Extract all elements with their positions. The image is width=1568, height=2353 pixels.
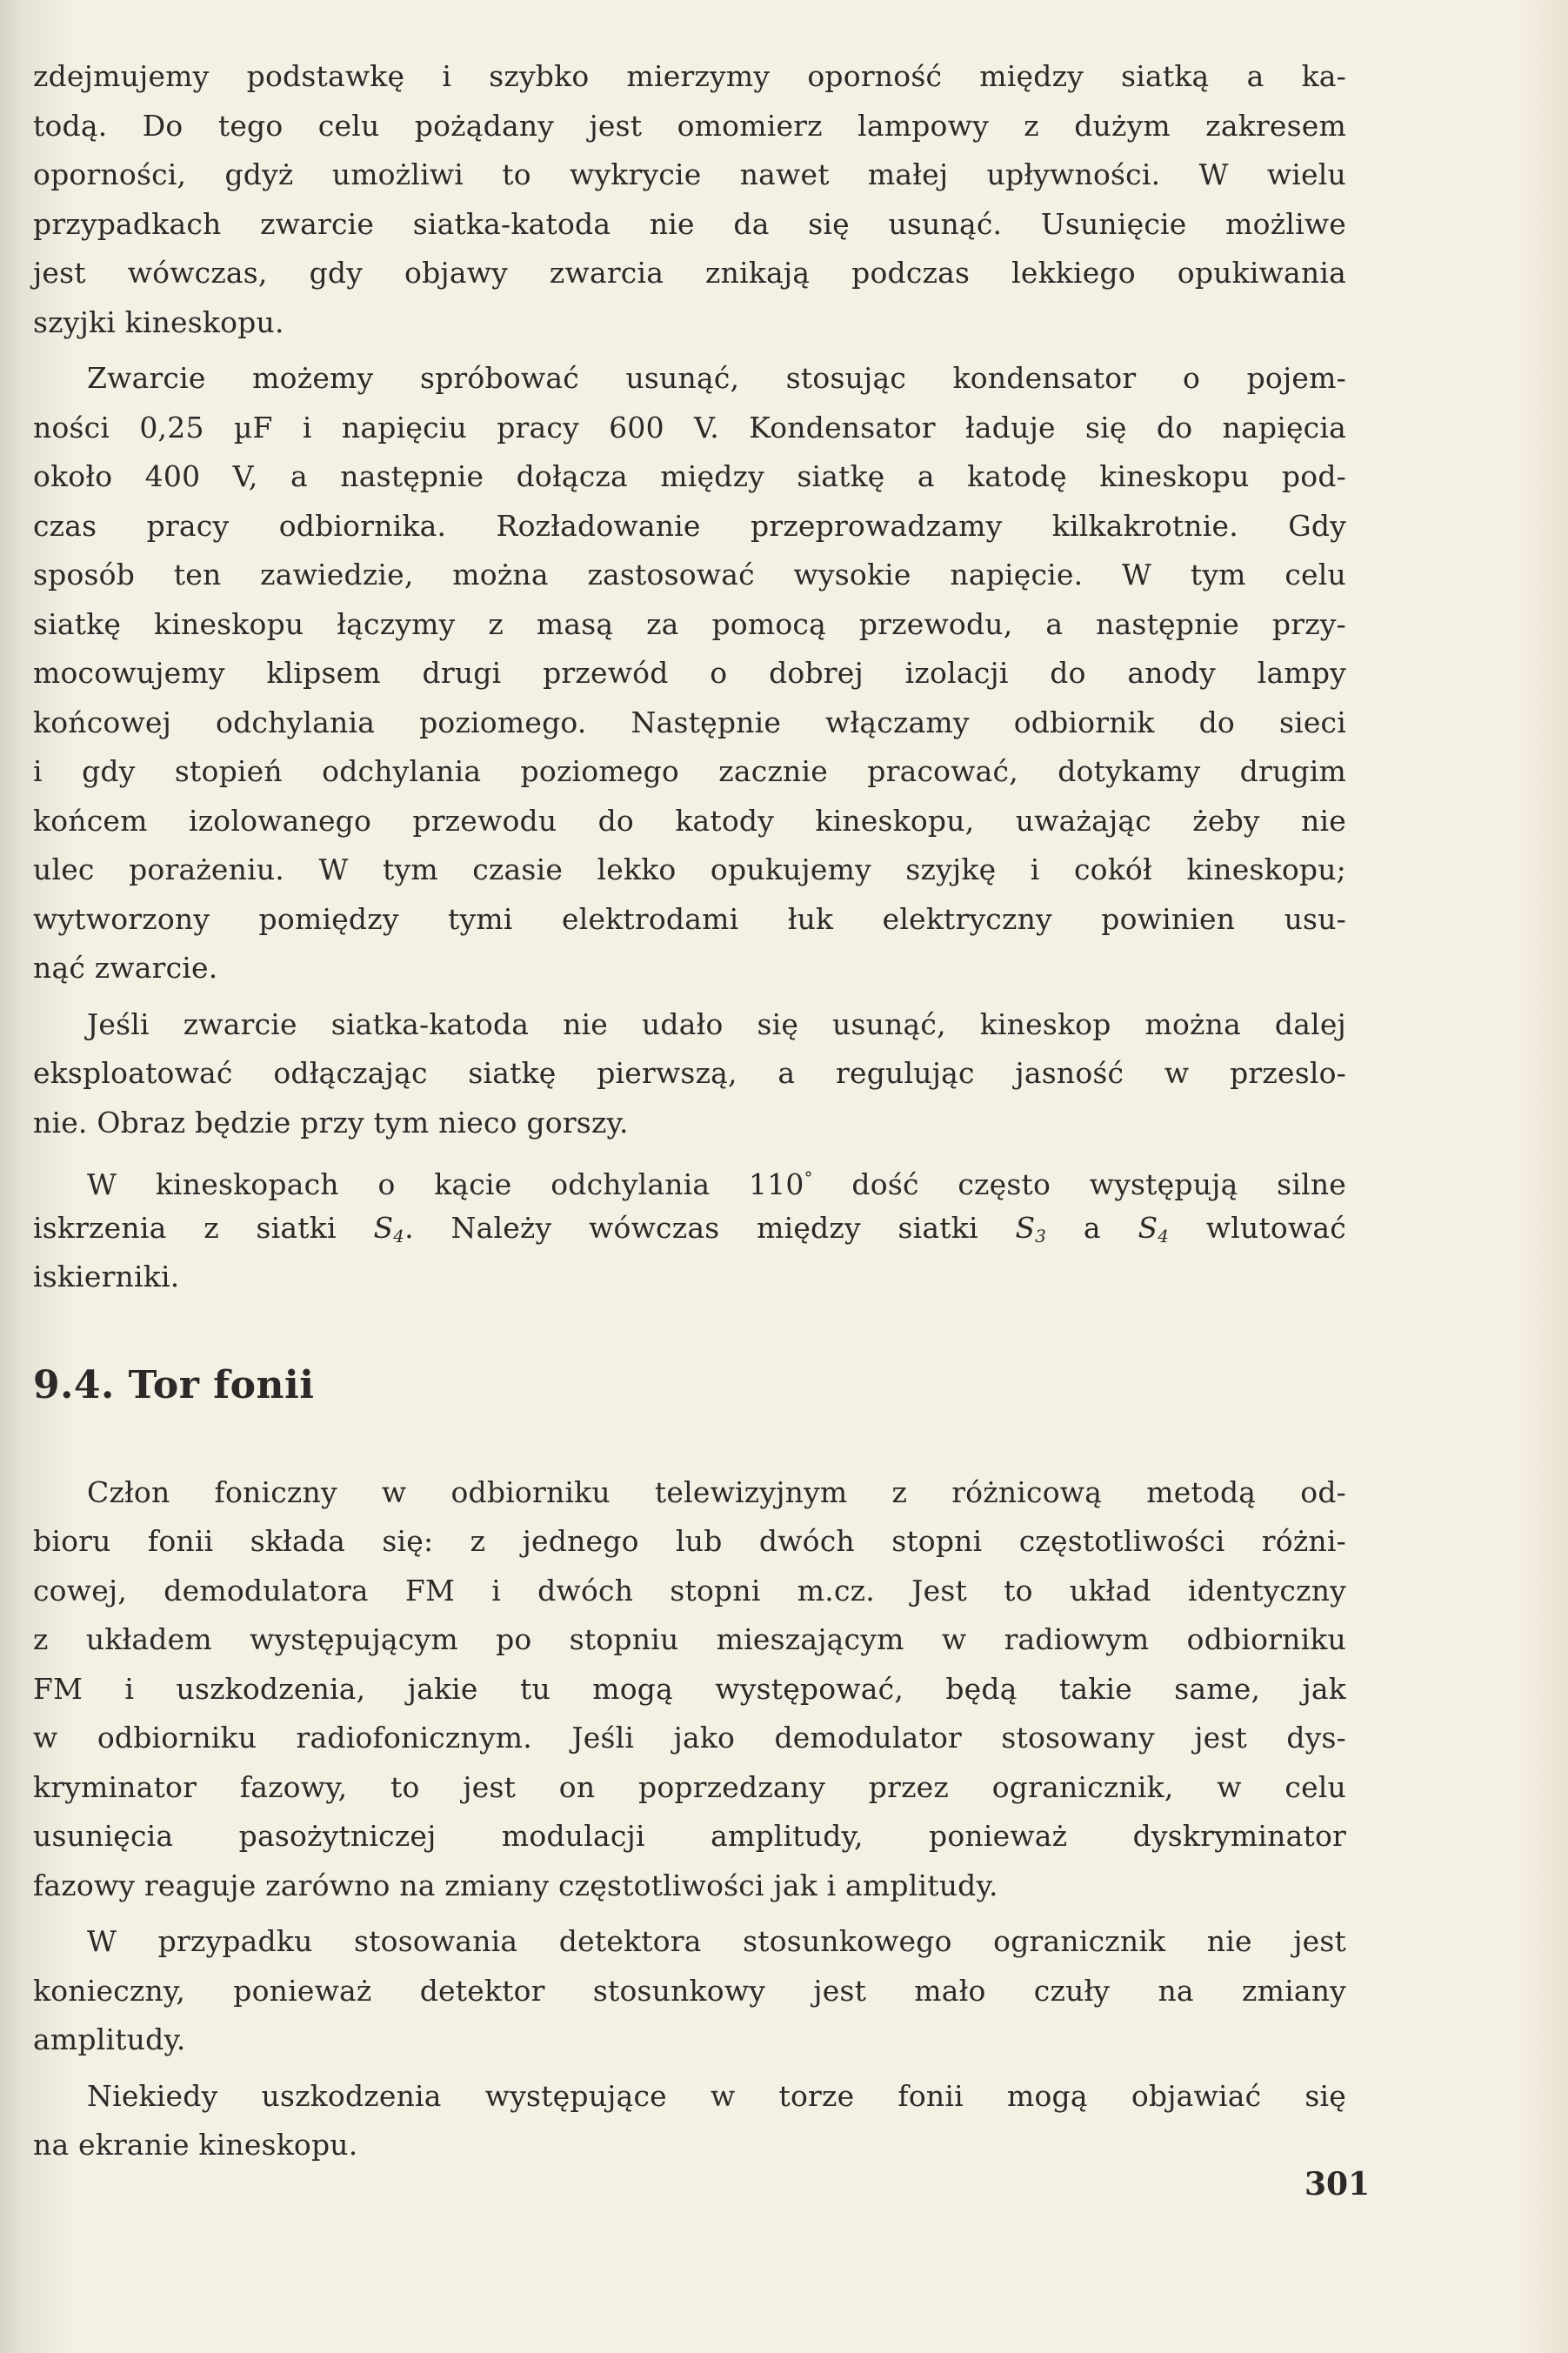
text-line: fazowy reaguje zarówno na zmiany częstotliwości jak i amplitudy.	[33, 1868, 998, 1902]
paragraph-7	[33, 2072, 1346, 2170]
paragraph-4	[33, 1154, 1346, 1302]
text-line: Zwarcie możemy spróbować usunąć, stosując kondensator o pojem-	[87, 361, 1346, 395]
text-line: iskierniki.	[33, 1260, 180, 1293]
paragraph-3	[33, 1000, 1346, 1148]
text-line: ulec porażeniu. W tym czasie lekko opukujemy szyjkę i cokół kineskopu;	[33, 852, 1346, 886]
text-line: W przypadku stosowania detektora stosunkowego ogranicznik nie jest	[87, 1924, 1346, 1958]
text-line: przypadkach zwarcie siatka-katoda nie da się usunąć. Usunięcie możliwe	[33, 206, 1346, 241]
text-run: . Należy wówczas między siatki	[404, 1210, 1016, 1245]
text-line: na ekranie kineskopu.	[33, 2128, 358, 2162]
grid-symbol-s4	[373, 1211, 404, 1245]
symbol-letter: S	[1015, 1210, 1036, 1245]
text-line: zdejmujemy podstawkę i szybko mierzymy oporność między siatką a ka-	[33, 59, 1346, 93]
text-run: a	[1046, 1210, 1138, 1245]
symbol-letter: S	[373, 1210, 394, 1245]
text-line: kryminator fazowy, to jest on poprzedzany przez ogranicznik, w celu	[33, 1769, 1346, 1804]
paragraph-1	[33, 52, 1346, 347]
text-line: z układem występującym po stopniu mieszającym w radiowym odbiorniku	[33, 1622, 1346, 1656]
grid-symbol-s4	[1138, 1211, 1169, 1245]
text-line: konieczny, ponieważ detektor stosunkowy jest mało czuły na zmiany	[33, 1973, 1346, 2008]
symbol-subscript: 4	[393, 1226, 405, 1247]
text-line: nąć zwarcie.	[33, 951, 218, 985]
text-line	[33, 1204, 1346, 1253]
text-line: w odbiorniku radiofonicznym. Jeśli jako demodulator stosowany jest dys-	[33, 1721, 1346, 1755]
text-line: todą. Do tego celu pożądany jest omomierz lampowy z dużym zakresem	[33, 108, 1346, 143]
text-line: i gdy stopień odchylania poziomego zacznie pracować, dotykamy drugim	[33, 754, 1346, 788]
text-line: szyjki kineskopu.	[33, 304, 284, 339]
text-run: iskrzenia z siatki	[33, 1210, 374, 1245]
text-line: bioru fonii składa się: z jednego lub dwóch stopni częstotliwości różni-	[33, 1524, 1346, 1558]
text-line: eksploatować odłączając siatkę pierwszą, a regulując jasność w przeslo-	[33, 1056, 1346, 1090]
text-line: wytworzony pomiędzy tymi elektrodami łuk elektryczny powinien usu-	[33, 901, 1346, 936]
text-run: dość często występują silne	[812, 1166, 1347, 1201]
text-line: jest wówczas, gdy objawy zwarcia znikają podczas lekkiego opukiwania	[33, 256, 1346, 290]
text-line: czas pracy odbiornika. Rozładowanie przeprowadzamy kilkakrotnie. Gdy	[33, 508, 1346, 543]
paragraph-6	[33, 1917, 1346, 2065]
text-line: amplitudy.	[33, 2022, 186, 2056]
page-number: 301	[1304, 2166, 1371, 2203]
text-line: ności 0,25 µF i napięciu pracy 600 V. Kondensator ładuje się do napięcia	[33, 410, 1346, 445]
text-line: FM i uszkodzenia, jakie tu mogą występować, będą takie same, jak	[33, 1671, 1346, 1706]
text-line: końcem izolowanego przewodu do katody kineskopu, uważając żeby nie	[33, 803, 1346, 838]
text-line: oporności, gdyż umożliwi to wykrycie nawet małej upływności. W wielu	[33, 157, 1346, 191]
paragraph-5	[33, 1468, 1346, 1911]
text-line: około 400 V, a następnie dołącza między siatkę a katodę kineskopu pod-	[33, 459, 1346, 493]
text-run: W kineskopach o kącie odchylania 110	[87, 1166, 804, 1201]
symbol-subscript: 3	[1035, 1226, 1047, 1247]
text-column	[33, 52, 1346, 2177]
text-line: Niekiedy uszkodzenia występujące w torze fonii mogą objawiać się	[87, 2078, 1346, 2113]
text-line: sposób ten zawiedzie, można zastosować wysokie napięcie. W tym celu	[33, 558, 1346, 592]
text-line: nie. Obraz będzie przy tym nieco gorszy.	[33, 1105, 629, 1140]
text-line: końcowej odchylania poziomego. Następnie włączamy odbiornik do sieci	[33, 705, 1346, 739]
grid-symbol-s3	[1015, 1211, 1046, 1245]
text-line: cowej, demodulatora FM i dwóch stopni m.cz. Jest to układ identyczny	[33, 1573, 1346, 1608]
text-line: usunięcia pasożytniczej modulacji amplitudy, ponieważ dyskryminator	[33, 1819, 1346, 1853]
degree-symbol: °	[804, 1168, 813, 1188]
symbol-letter: S	[1138, 1210, 1158, 1245]
section-heading: 9.4. Tor fonii	[33, 1362, 315, 1407]
text-line: Jeśli zwarcie siatka-katoda nie udało się usunąć, kineskop można dalej	[87, 1006, 1346, 1041]
text-line: mocowujemy klipsem drugi przewód o dobrej izolacji do anody lampy	[33, 656, 1346, 690]
text-line	[33, 1154, 1346, 1204]
text-run: wlutować	[1169, 1210, 1346, 1245]
text-line: siatkę kineskopu łączymy z masą za pomocą przewodu, a następnie przy-	[33, 606, 1346, 641]
symbol-subscript: 4	[1158, 1226, 1170, 1247]
paragraph-2	[33, 354, 1346, 993]
text-line: Człon foniczny w odbiorniku telewizyjnym z różnicową metodą od-	[87, 1474, 1346, 1509]
